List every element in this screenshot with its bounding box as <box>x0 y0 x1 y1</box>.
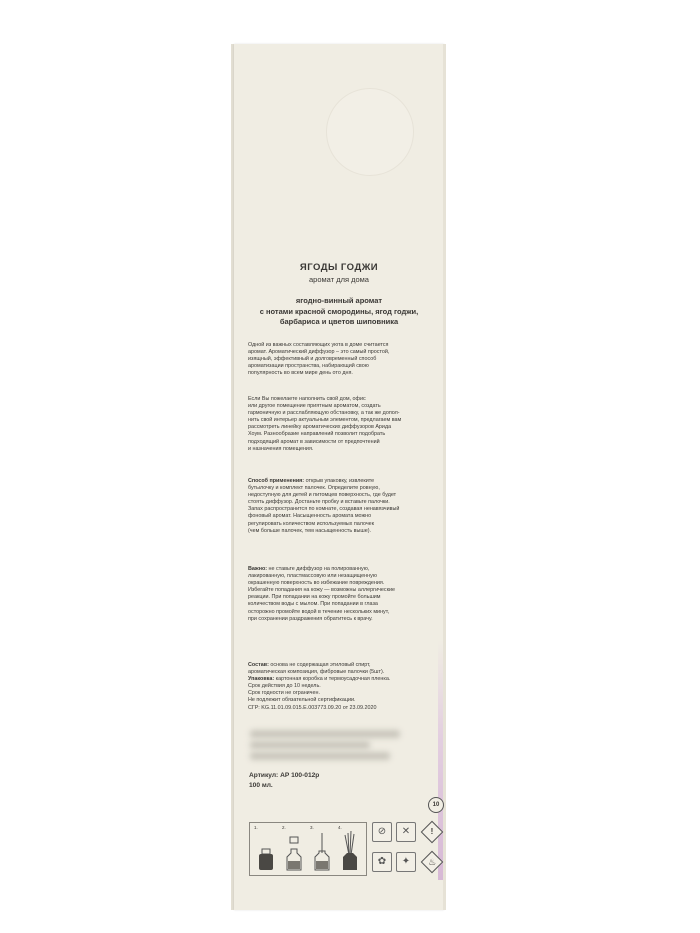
pack-label: Упаковка: <box>248 676 275 683</box>
warning-pictograms <box>372 818 442 878</box>
text-line: Избегайте попадания на кожу — возможны аллергические <box>248 587 395 594</box>
text-line: при сохранении раздражения обратитесь к врачу. <box>248 615 373 622</box>
text-line: гармоничную и расслабляющую обстановку, а так же допол- <box>248 410 400 417</box>
usage-steps-pictogram <box>249 822 367 876</box>
text-line: лакированную, пластмассовую или незащищенную <box>248 573 377 580</box>
bottle-reed-icon <box>308 825 336 873</box>
product-title: ЯГОДЫ ГОДЖИ <box>299 262 379 273</box>
composition-section <box>248 662 438 712</box>
text-line: Срок годности не ограничен. <box>248 690 320 697</box>
intro-paragraph <box>248 342 438 377</box>
usage-label: Способ применения: <box>248 478 305 484</box>
embossed-circle <box>326 88 414 176</box>
step-number: 4. <box>338 825 342 830</box>
intro-paragraph-2 <box>248 396 438 453</box>
text-line: изящный, эффективный и долговременный способ <box>248 356 377 363</box>
usage-section <box>248 478 438 535</box>
text-line <box>248 566 438 573</box>
step-4 <box>336 825 364 873</box>
text-line: стоять диффузор. Достаньте пробку и вставьте палочки. <box>248 499 390 506</box>
text-line: бутылочку и комплект палочек. Определите ровную, <box>248 485 380 492</box>
text-line: количеством воды с мылом. При попадании в глаза <box>248 601 378 608</box>
step-number: 2. <box>282 825 286 830</box>
step-number: 3. <box>310 825 314 830</box>
text-line <box>248 662 438 669</box>
no-surface-icon: ⊘ <box>372 822 392 842</box>
article-block <box>249 771 319 791</box>
text-line: недоступную для детей и питомцев поверхность, где будет <box>248 492 397 499</box>
text-line: рассмотреть линейку ароматических диффузоров Арида <box>248 424 392 431</box>
text-line: Запах распространится по комнате, создавая ненавязчивый <box>248 506 400 513</box>
text-line: Одной из важных составляющих уюта в доме считается <box>248 342 389 348</box>
text-line: аромат. Ароматический диффузор – это самый простой, <box>248 349 390 356</box>
pack-value: картонная коробка и термоусадочная пленка. <box>274 676 391 683</box>
diffuser-reeds-icon <box>336 825 364 873</box>
text-line: или другое помещение приятным ароматом, создать <box>248 403 381 410</box>
text-line: регулировать количеством используемых палочек <box>248 520 375 527</box>
text-line: Если Вы пожелаете наполнить свой дом, офис <box>248 396 366 402</box>
text-line: и назначения помещения. <box>248 445 314 452</box>
text-line: популярность во всем мире день ото дня. <box>248 370 353 377</box>
text-line: Срок действия до 10 недель. <box>248 683 321 690</box>
article-number: Артикул: АР 100-012р <box>249 772 320 779</box>
text-line: осторожно промойте водой в течение нескольких минут, <box>248 608 390 615</box>
text-line <box>248 478 438 485</box>
tagline-line: ягодно-винный аромат <box>295 296 383 305</box>
text-line: реакции. При попадании на кожу промойте большим <box>248 594 381 601</box>
text-line: Хоум. Разнообразие направлений позволит подобрать <box>248 431 386 438</box>
volume: 100 мл. <box>249 782 273 789</box>
keep-from-children-icon: ✕ <box>396 822 416 842</box>
text-line: ароматизации пространства, набирающий свою <box>248 363 369 370</box>
text-line: окрашенную поверхность во избежание повреждения. <box>248 580 385 587</box>
blurred-text <box>250 730 400 738</box>
tagline-line: барбариса и цветов шиповника <box>279 317 399 326</box>
bottle-icon <box>252 825 280 873</box>
box-right-side <box>443 44 446 910</box>
no-flame-icon: ✦ <box>396 852 416 872</box>
blurred-text <box>250 752 390 760</box>
bottle-open-icon <box>280 825 308 873</box>
usage-first: открыв упаковку, извлеките <box>304 478 375 484</box>
warning-section <box>248 566 438 623</box>
text-line: ароматическая композиция, фибровые палочки (5шт). <box>248 669 385 676</box>
product-subtitle: аромат для дома <box>309 275 369 284</box>
weeks-badge: 10 <box>428 797 444 813</box>
text-line: нить свой интерьер актуальным элементом, предлагаем вам <box>248 417 402 424</box>
composition-label: Состав: <box>248 662 269 668</box>
exclamation-hazard-icon: ! <box>421 821 444 844</box>
product-tagline <box>234 296 444 328</box>
warning-label: Важно: <box>248 566 268 572</box>
text-line: СГР: KG.11.01.09.015.Е.003773.09.20 от 23.09.2020 <box>248 704 377 711</box>
step-1 <box>252 825 280 873</box>
tagline-line: с нотами красной смородины, ягод годжи, <box>259 306 419 316</box>
step-2 <box>280 825 308 873</box>
step-3 <box>308 825 336 873</box>
warning-first: не ставьте диффузор на полированную, <box>267 566 370 572</box>
no-pets-icon: ✿ <box>372 852 392 872</box>
text-line: фоновый аромат. Насыщенность аромата можно <box>248 513 372 520</box>
text-line: Не подлежит обязательной сертификации. <box>248 697 356 704</box>
composition-first: основа не содержащая этиловый спирт, <box>268 662 371 668</box>
text-line: (чем больше палочек, тем насыщенность выше). <box>248 527 372 534</box>
text-line: подходящий аромат в зависимости от предпочтений <box>248 438 380 445</box>
flammable-hazard-icon: ♨ <box>421 851 444 874</box>
blurred-text <box>250 741 370 749</box>
step-number: 1. <box>254 825 258 830</box>
